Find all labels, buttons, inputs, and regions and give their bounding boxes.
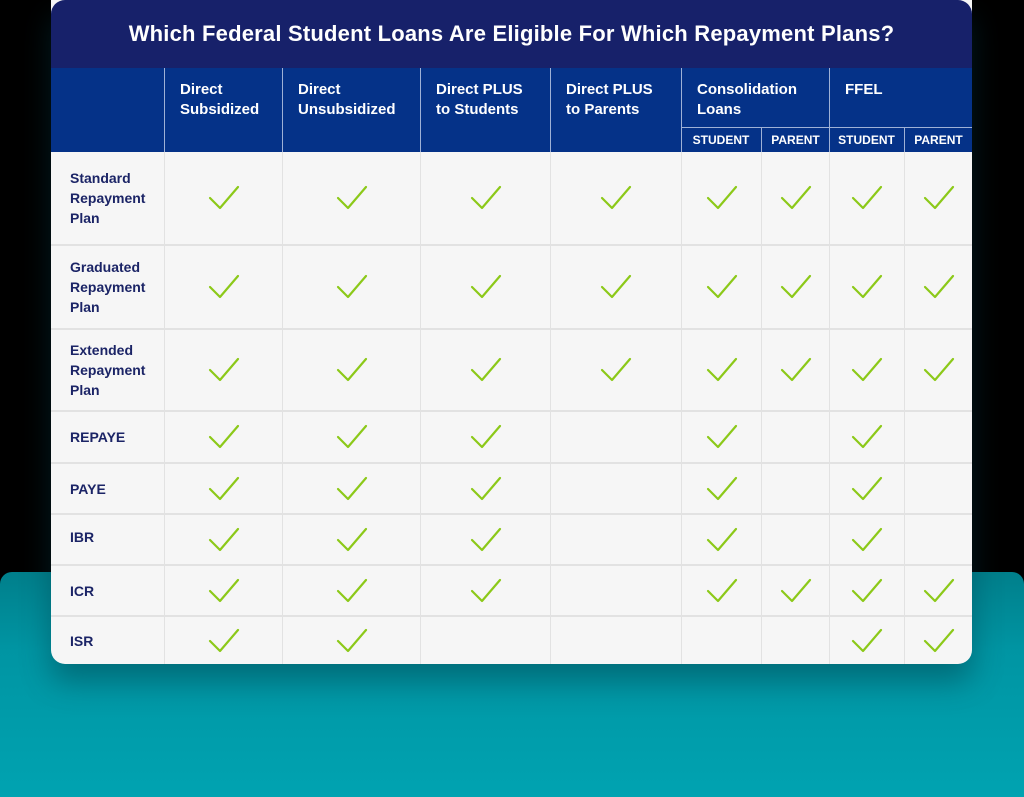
row-label-line: Standard <box>70 170 131 186</box>
check-icon <box>470 476 502 502</box>
table-row <box>51 328 972 410</box>
table-cell <box>904 566 972 615</box>
row-label <box>51 566 164 615</box>
column-header-text: Unsubsidized <box>298 101 396 118</box>
table-cell <box>904 412 972 462</box>
table-cell <box>904 152 972 244</box>
row-label-line: ISR <box>70 632 94 649</box>
check-icon <box>336 527 368 553</box>
table-row <box>51 564 972 615</box>
check-icon <box>208 357 240 383</box>
check-icon <box>208 527 240 553</box>
check-icon <box>851 274 883 300</box>
table-cell <box>164 412 282 462</box>
row-label-text <box>70 427 125 447</box>
check-icon <box>208 274 240 300</box>
table-cell <box>282 412 420 462</box>
column-header-text: to Parents <box>566 101 640 118</box>
row-label-line: Graduated <box>70 259 141 275</box>
table-cell <box>681 330 761 410</box>
column-header-text: Loans <box>697 101 742 118</box>
table-cell <box>681 152 761 244</box>
table-cell <box>761 566 829 615</box>
row-label-line: Plan <box>70 382 100 398</box>
check-icon <box>706 578 738 604</box>
check-icon <box>923 185 955 211</box>
table-cell <box>420 152 550 244</box>
column-header-text: Direct <box>298 81 341 98</box>
row-label <box>51 464 164 513</box>
row-label-text <box>70 340 145 400</box>
table-cell <box>164 246 282 328</box>
table-cell <box>829 515 904 564</box>
column-header-text: to Students <box>436 101 519 118</box>
table-cell <box>761 464 829 513</box>
check-icon <box>336 476 368 502</box>
check-icon <box>706 274 738 300</box>
column-header-text: Direct <box>180 81 223 98</box>
check-icon <box>600 274 632 300</box>
check-icon <box>851 527 883 553</box>
row-label <box>51 617 164 664</box>
check-icon <box>706 357 738 383</box>
table-cell <box>761 246 829 328</box>
table-cell <box>761 330 829 410</box>
table-cell <box>164 152 282 244</box>
check-icon <box>336 628 368 654</box>
table-cell <box>761 617 829 664</box>
check-icon <box>470 527 502 553</box>
table-row <box>51 615 972 664</box>
check-icon <box>208 424 240 450</box>
table-cell <box>829 412 904 462</box>
column-header-text: Direct PLUS <box>566 81 653 98</box>
table-cell <box>164 566 282 615</box>
subheader-student: STUDENT <box>838 133 895 147</box>
row-label-text <box>70 257 145 317</box>
table-cell <box>282 246 420 328</box>
check-icon <box>780 185 812 211</box>
row-label-text <box>70 168 145 228</box>
table-cell <box>550 412 681 462</box>
row-label-line: PAYE <box>70 480 106 497</box>
table-cell <box>904 464 972 513</box>
table-cell <box>282 566 420 615</box>
table-cell <box>761 152 829 244</box>
row-label-text <box>70 631 93 651</box>
check-icon <box>851 578 883 604</box>
check-icon <box>470 357 502 383</box>
row-label-text <box>70 581 94 601</box>
table-row <box>51 244 972 328</box>
check-icon <box>923 274 955 300</box>
table-header <box>51 68 972 152</box>
table-cell <box>282 515 420 564</box>
table-cell <box>550 566 681 615</box>
column-header-text: Subsidized <box>180 101 260 118</box>
table-cell <box>550 515 681 564</box>
check-icon <box>706 185 738 211</box>
table-row <box>51 410 972 462</box>
row-label-text <box>70 479 106 499</box>
table-row <box>51 513 972 564</box>
row-label-line: Repayment <box>70 190 146 206</box>
column-header-text: Consolidation <box>697 81 797 98</box>
check-icon <box>706 424 738 450</box>
table-row <box>51 152 972 244</box>
check-icon <box>851 476 883 502</box>
table-cell <box>681 246 761 328</box>
check-icon <box>923 628 955 654</box>
check-icon <box>780 274 812 300</box>
table-cell <box>282 152 420 244</box>
table-cell <box>164 617 282 664</box>
column-header-direct-subsidized <box>164 68 282 152</box>
table-cell <box>761 515 829 564</box>
eligibility-table-card <box>51 0 972 664</box>
table-cell <box>550 464 681 513</box>
check-icon <box>780 357 812 383</box>
table-cell <box>681 464 761 513</box>
table-cell <box>420 330 550 410</box>
table-cell <box>550 152 681 244</box>
row-label-line: Repayment <box>70 362 146 378</box>
check-icon <box>851 628 883 654</box>
table-cell <box>829 617 904 664</box>
check-icon <box>923 357 955 383</box>
row-label-line: ICR <box>70 582 95 599</box>
table-cell <box>829 330 904 410</box>
table-cell <box>550 246 681 328</box>
check-icon <box>851 424 883 450</box>
table-cell <box>164 515 282 564</box>
table-cell <box>282 330 420 410</box>
table-cell <box>420 617 550 664</box>
table-cell <box>904 515 972 564</box>
check-icon <box>470 424 502 450</box>
row-label-line: Plan <box>70 210 100 226</box>
column-header-text: Direct PLUS <box>436 81 523 98</box>
table-cell <box>550 330 681 410</box>
table-cell <box>420 412 550 462</box>
column-header-direct-unsubsidized <box>282 68 420 152</box>
check-icon <box>706 527 738 553</box>
table-cell <box>681 617 761 664</box>
row-label <box>51 330 164 410</box>
check-icon <box>208 628 240 654</box>
table-cell <box>550 617 681 664</box>
row-label-line: Extended <box>70 342 134 358</box>
row-label <box>51 515 164 564</box>
check-icon <box>208 185 240 211</box>
row-label <box>51 152 164 244</box>
table-cell <box>282 617 420 664</box>
check-icon <box>470 274 502 300</box>
row-label-text <box>70 527 94 547</box>
column-header-plus-students <box>420 68 550 152</box>
check-icon <box>470 578 502 604</box>
table-cell <box>420 566 550 615</box>
subheader-student: STUDENT <box>692 133 750 147</box>
table-cell <box>904 246 972 328</box>
row-label <box>51 412 164 462</box>
check-icon <box>780 578 812 604</box>
table-cell <box>681 412 761 462</box>
row-label-line: REPAYE <box>70 429 126 445</box>
row-label-line: IBR <box>70 529 95 545</box>
check-icon <box>208 476 240 502</box>
table-cell <box>420 515 550 564</box>
table-cell <box>904 617 972 664</box>
table-cell <box>681 566 761 615</box>
table-title: Which Federal Student Loans Are Eligible For Which Repayment Plans? <box>128 21 895 46</box>
check-icon <box>336 357 368 383</box>
table-row <box>51 462 972 513</box>
table-cell <box>904 330 972 410</box>
table-cell <box>829 464 904 513</box>
check-icon <box>336 424 368 450</box>
subheader-parent: PARENT <box>904 128 972 152</box>
check-icon <box>851 185 883 211</box>
table-cell <box>681 515 761 564</box>
check-icon <box>336 578 368 604</box>
check-icon <box>470 185 502 211</box>
check-icon <box>706 476 738 502</box>
row-label-line: Plan <box>70 299 100 315</box>
row-label-line: Repayment <box>70 279 146 295</box>
table-cell <box>164 330 282 410</box>
subheader-parent: PARENT <box>761 128 829 152</box>
check-icon <box>851 357 883 383</box>
table-cell <box>420 464 550 513</box>
row-label <box>51 246 164 328</box>
table-cell <box>829 152 904 244</box>
table-cell <box>761 412 829 462</box>
check-icon <box>600 185 632 211</box>
check-icon <box>600 357 632 383</box>
table-cell <box>829 566 904 615</box>
table-cell <box>829 246 904 328</box>
check-icon <box>336 185 368 211</box>
check-icon <box>923 578 955 604</box>
title-band <box>51 0 972 68</box>
check-icon <box>336 274 368 300</box>
table-cell <box>164 464 282 513</box>
table-cell <box>282 464 420 513</box>
check-icon <box>208 578 240 604</box>
column-header-text: FFEL <box>845 81 883 98</box>
column-header-plus-parents <box>550 68 681 152</box>
table-cell <box>420 246 550 328</box>
